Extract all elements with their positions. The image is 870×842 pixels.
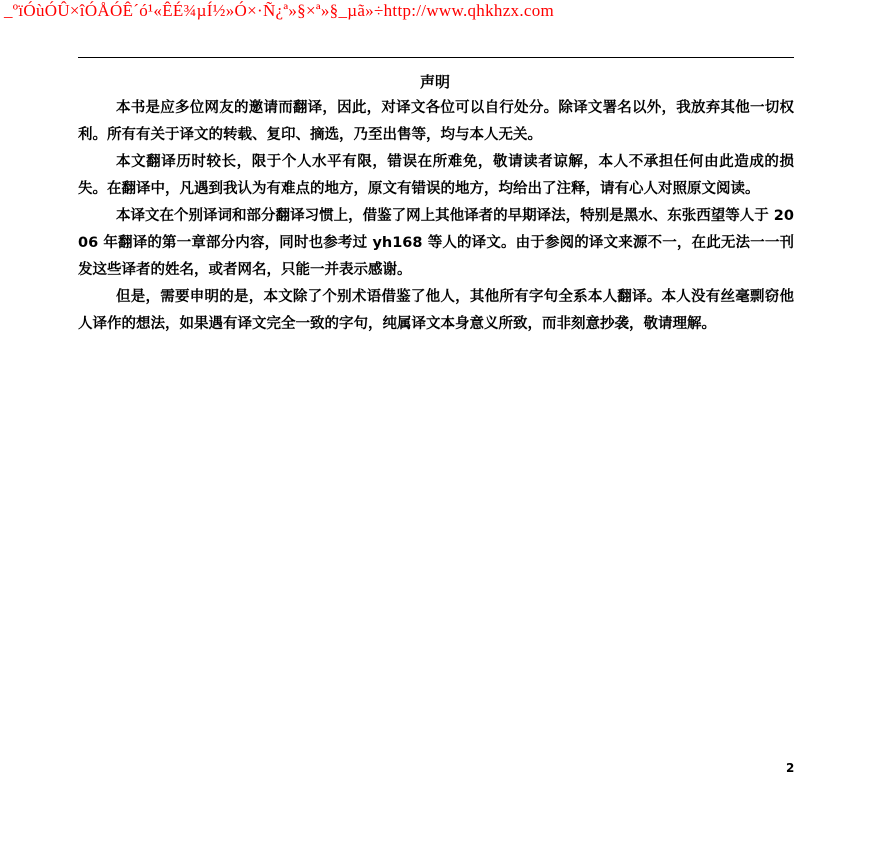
document-body: [78, 95, 794, 338]
paragraph-3: 本译文在个别译词和部分翻译习惯上，借鉴了网上其他译者的早期译法，特别是黑水、东张西望等人于 2006 年翻译的第一章部分内容，同时也参考过 yh168 等人的译文。由于参阅的译文来源不一，在此无法一一刊发这些译者的姓名，或者网名，只能一并表示感谢。: [78, 208, 794, 278]
paragraph-2: 本文翻译历时较长，限于个人水平有限，错误在所难免，敬请读者谅解，本人不承担任何由此造成的损失。在翻译中，凡遇到我认为有难点的地方，原文有错误的地方，均给出了注释，请有心人对照原文阅读。: [78, 154, 794, 197]
page-number: 2: [786, 761, 795, 775]
watermark-link[interactable]: _ºïÓùÓÛ×îÓÅÓÊ´ó¹«ÊÉ¾µÍ½»Ó×·Ñ¿ª»§×ª»§_µã»÷http://www.qhkhzx.com: [4, 1, 555, 20]
page-heading: 声明: [419, 73, 450, 91]
paragraph-1: 本书是应多位网友的邀请而翻译，因此，对译文各位可以自行处分。除译文署名以外，我放弃其他一切权利。所有有关于译文的转载、复印、摘选，乃至出售等，均与本人无关。: [78, 100, 794, 143]
paragraph-4: 但是，需要申明的是，本文除了个别术语借鉴了他人，其他所有字句全系本人翻译。本人没有丝毫剽窃他人译作的想法，如果遇有译文完全一致的字句，纯属译文本身意义所致，而非刻意抄袭，敬请理解。: [78, 289, 794, 332]
header-rule: [78, 57, 794, 58]
